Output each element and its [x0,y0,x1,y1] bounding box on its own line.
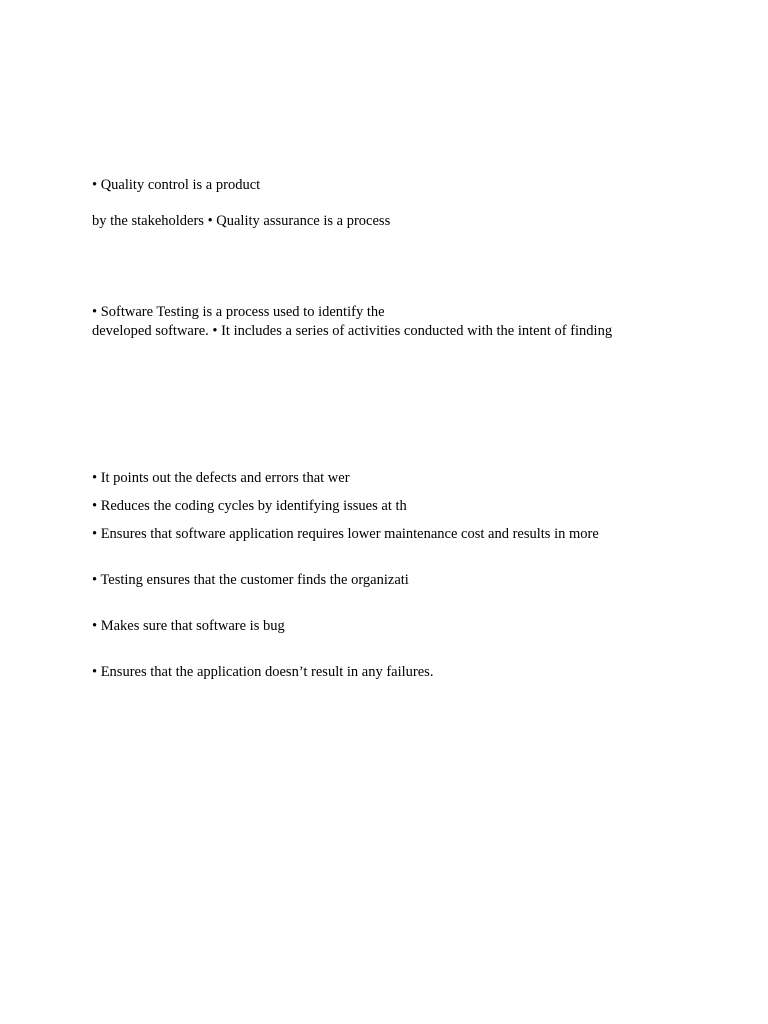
text-line-quality-control: • Quality control is a product [92,177,261,193]
text-line-customer: • Testing ensures that the customer finds the organizati [92,572,409,588]
text-line-developed-software: developed software. • It includes a series of activities conducted with the intent of finding [92,323,613,339]
text-line-software-testing: • Software Testing is a process used to identify the [92,304,385,320]
text-line-failures: • Ensures that the application doesn’t result in any failures. [92,664,434,680]
text-line-bug: • Makes sure that software is bug [92,618,285,634]
text-line-coding-cycles: • Reduces the coding cycles by identifying issues at th [92,498,407,514]
text-line-quality-assurance: by the stakeholders • Quality assurance is a process [92,213,391,229]
text-line-defects-errors: • It points out the defects and errors that wer [92,470,350,486]
text-line-maintenance-cost: • Ensures that software application requires lower maintenance cost and results in more [92,526,599,542]
